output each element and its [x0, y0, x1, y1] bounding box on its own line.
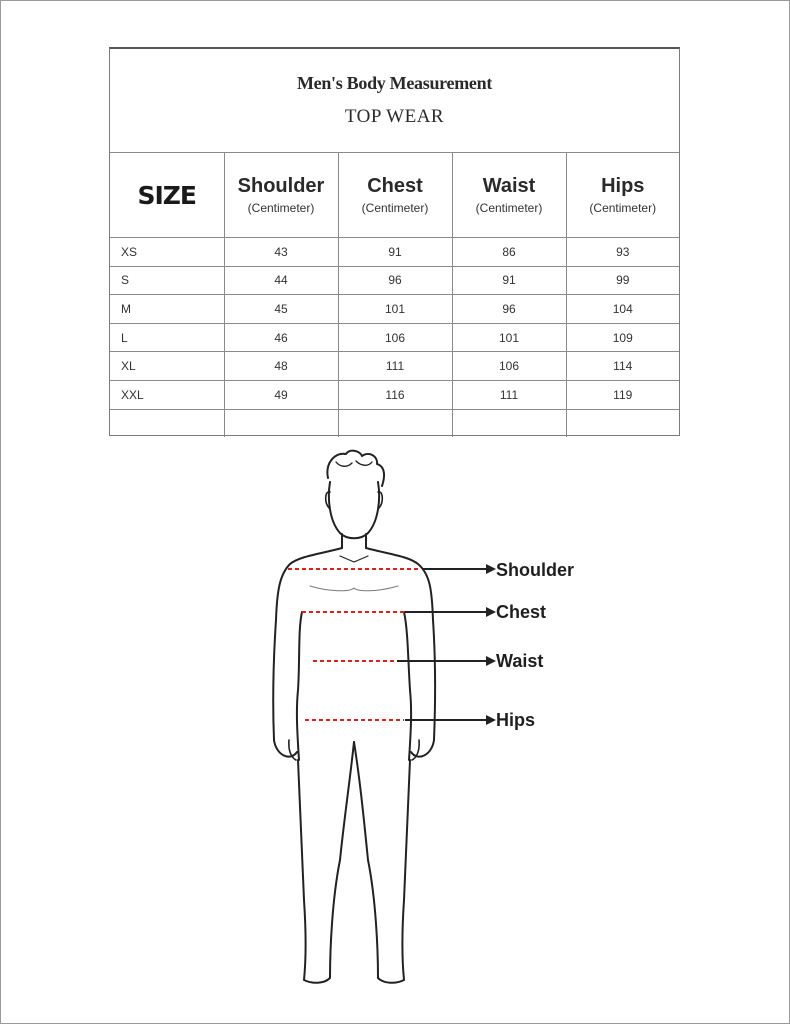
- shoulder-cell: 43: [224, 238, 338, 267]
- left-leg: [298, 742, 354, 983]
- size-cell: L: [110, 323, 224, 352]
- shoulder-column-header: Shoulder (Centimeter): [224, 153, 338, 238]
- empty-cell: [452, 409, 566, 437]
- chest-cell: 106: [338, 323, 452, 352]
- hips-cell: 93: [566, 238, 679, 267]
- table-header-row: [110, 153, 679, 238]
- chest-cell: 111: [338, 352, 452, 381]
- size-column-header: SIZE: [110, 153, 224, 238]
- empty-cell: [224, 409, 338, 437]
- table-row: [110, 238, 679, 267]
- hips-arrowhead: [486, 715, 496, 725]
- hips-column-header: Hips (Centimeter): [566, 153, 679, 238]
- table-row-empty: [110, 409, 679, 437]
- chart-header: [110, 49, 679, 153]
- shoulder-label: Shoulder: [496, 560, 575, 580]
- shoulder-arrowhead: [486, 564, 496, 574]
- chest-cell: 101: [338, 295, 452, 324]
- waist-label: Waist: [496, 651, 544, 671]
- right-leg: [354, 742, 410, 983]
- size-chart: [109, 47, 680, 436]
- waist-cell: 96: [452, 295, 566, 324]
- hair: [327, 451, 384, 486]
- chart-title: Men's Body Measurement: [296, 73, 493, 93]
- empty-cell: [110, 409, 224, 437]
- hips-cell: 104: [566, 295, 679, 324]
- size-table: [110, 153, 679, 437]
- chest-cell: 96: [338, 266, 452, 295]
- head: [329, 482, 379, 538]
- table-row: [110, 352, 679, 381]
- size-cell: XS: [110, 238, 224, 267]
- measurement-lines: [288, 569, 420, 720]
- waist-cell: 101: [452, 323, 566, 352]
- waist-cell: 91: [452, 266, 566, 295]
- chest-label: Chest: [496, 602, 547, 622]
- chart-subtitle: TOP WEAR: [344, 106, 445, 127]
- size-cell: S: [110, 266, 224, 295]
- pointer-arrows: [397, 564, 496, 725]
- right-arm: [366, 548, 435, 757]
- left-torso: [297, 612, 302, 760]
- size-cell: XL: [110, 352, 224, 381]
- waist-cell: 86: [452, 238, 566, 267]
- shoulder-cell: 46: [224, 323, 338, 352]
- shoulder-cell: 49: [224, 380, 338, 409]
- hips-cell: 114: [566, 352, 679, 381]
- table-row: [110, 380, 679, 409]
- empty-cell: [338, 409, 452, 437]
- hips-label: Hips: [496, 710, 536, 730]
- right-torso: [404, 612, 411, 760]
- waist-column-header: Waist (Centimeter): [452, 153, 566, 238]
- shoulder-cell: 44: [224, 266, 338, 295]
- chest-column-header: Chest (Centimeter): [338, 153, 452, 238]
- shoulder-cell: 45: [224, 295, 338, 324]
- table-row: [110, 266, 679, 295]
- waist-arrowhead: [486, 656, 496, 666]
- size-cell: M: [110, 295, 224, 324]
- waist-cell: 111: [452, 380, 566, 409]
- chest-cell: 116: [338, 380, 452, 409]
- left-arm: [273, 548, 342, 757]
- body-figure: [255, 448, 605, 993]
- hips-cell: 119: [566, 380, 679, 409]
- hips-cell: 109: [566, 323, 679, 352]
- chest-arrowhead: [486, 607, 496, 617]
- empty-cell: [566, 409, 679, 437]
- body-outline: [273, 451, 435, 983]
- hips-cell: 99: [566, 266, 679, 295]
- waist-cell: 106: [452, 352, 566, 381]
- size-cell: XXL: [110, 380, 224, 409]
- shoulder-cell: 48: [224, 352, 338, 381]
- table-row: [110, 295, 679, 324]
- chest-cell: 91: [338, 238, 452, 267]
- table-row: [110, 323, 679, 352]
